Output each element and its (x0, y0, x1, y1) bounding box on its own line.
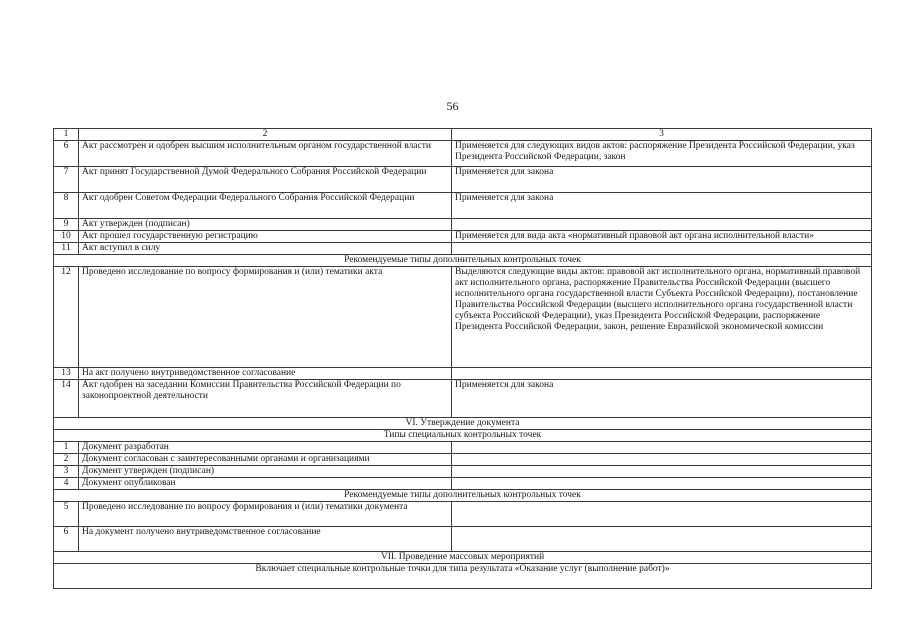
row-number: 8 (54, 193, 79, 219)
row-text: Документ опубликован (79, 478, 452, 490)
row-number: 4 (54, 478, 79, 490)
subsection-heading-row (54, 255, 872, 267)
row-note: Применяется для вида акта «нормативный правовой акт органа исполнительной власти» (452, 231, 872, 243)
row-number: 2 (54, 454, 79, 466)
row-note (452, 527, 872, 552)
row-text: Документ разработан (79, 442, 452, 454)
row-text: Акт рассмотрен и одобрен высшим исполнительным органом государственной власти (79, 141, 452, 167)
row-note (452, 466, 872, 478)
header-cell: 3 (452, 129, 872, 141)
table-row (54, 243, 872, 255)
row-text: Акт прошел государственную регистрацию (79, 231, 452, 243)
row-note: Выделяются следующие виды актов: правовой акт исполнительного органа, нормативный правовой акт исполнительного органа, распоряжение Правительства Российской Федерации (высшего исполнительного органа государственной власти Субъекта Российской Федерации), постановление Правительства Российской Федерации (высшего исполнительного органа государственной власти субъекта Российской Федерации), указ Президента Российской Федерации, распоряжение Президента Российской Федерации, закон, решение Евразийской экономической комиссии (452, 267, 872, 368)
row-text: Акт утвержден (подписан) (79, 219, 452, 231)
table-row (54, 368, 872, 380)
row-number: 9 (54, 219, 79, 231)
row-text: Проведено исследование по вопросу формирования и (или) тематики акта (79, 267, 452, 368)
section-vii-heading: VII. Проведение массовых мероприятий (54, 552, 872, 564)
subsection-heading-row (54, 490, 872, 502)
section-heading-row (54, 418, 872, 430)
table-row (54, 141, 872, 167)
row-note: Применяется для закона (452, 380, 872, 418)
table-row (54, 219, 872, 231)
special-types-heading: Типы специальных контрольных точек (54, 430, 872, 442)
row-number: 1 (54, 442, 79, 454)
row-note: Применяется для закона (452, 193, 872, 219)
row-number: 10 (54, 231, 79, 243)
table-row (54, 466, 872, 478)
row-note (452, 243, 872, 255)
section-heading-row (54, 552, 872, 564)
table-row (54, 527, 872, 552)
table-row (54, 380, 872, 418)
row-text: Акт одобрен Советом Федерации Федерального Собрания Российской Федерации (79, 193, 452, 219)
section-vi-heading: VI. Утверждение документа (54, 418, 872, 430)
row-number: 13 (54, 368, 79, 380)
row-text: На акт получено внутриведомственное согласование (79, 368, 452, 380)
table-row (54, 502, 872, 527)
header-cell: 2 (79, 129, 452, 141)
row-number: 3 (54, 466, 79, 478)
row-note: Применяется для следующих видов актов: распоряжение Президента Российской Федерации, указ Президента Российской Федерации, закон (452, 141, 872, 167)
table-row (54, 478, 872, 490)
row-note (452, 442, 872, 454)
row-number: 6 (54, 141, 79, 167)
recommended-types-heading: Рекомендуемые типы дополнительных контрольных точек (54, 255, 872, 267)
row-number: 5 (54, 502, 79, 527)
row-number: 6 (54, 527, 79, 552)
table-row (54, 442, 872, 454)
row-note (452, 478, 872, 490)
table-row (54, 267, 872, 368)
table-row (54, 167, 872, 193)
row-number: 7 (54, 167, 79, 193)
page-number: 56 (446, 99, 459, 113)
table-header-row (54, 129, 872, 141)
row-text: Акт одобрен на заседании Комиссии Правительства Российской Федерации по законопроектной деятельности (79, 380, 452, 418)
row-note (452, 368, 872, 380)
note-row (54, 564, 872, 589)
control-points-table (53, 128, 872, 589)
row-number: 14 (54, 380, 79, 418)
header-cell: 1 (54, 129, 79, 141)
row-note (452, 219, 872, 231)
row-note: Применяется для закона (452, 167, 872, 193)
row-text: Акт вступил в силу (79, 243, 452, 255)
table-row (54, 231, 872, 243)
row-text: На документ получено внутриведомственное согласование (79, 527, 452, 552)
row-number: 11 (54, 243, 79, 255)
table-row (54, 193, 872, 219)
includes-note: Включает специальные контрольные точки для типа результата «Оказание услуг (выполнение работ)» (54, 564, 872, 589)
row-text: Документ согласован с заинтересованными органами и организациями (79, 454, 452, 466)
row-note (452, 502, 872, 527)
row-number: 12 (54, 267, 79, 368)
row-text: Документ утвержден (подписан) (79, 466, 452, 478)
row-note (452, 454, 872, 466)
table-row (54, 454, 872, 466)
row-text: Акт принят Государственной Думой Федерального Собрания Российской Федерации (79, 167, 452, 193)
row-text: Проведено исследование по вопросу формирования и (или) тематики документа (79, 502, 452, 527)
recommended-types-heading: Рекомендуемые типы дополнительных контрольных точек (54, 490, 872, 502)
subsection-heading-row (54, 430, 872, 442)
